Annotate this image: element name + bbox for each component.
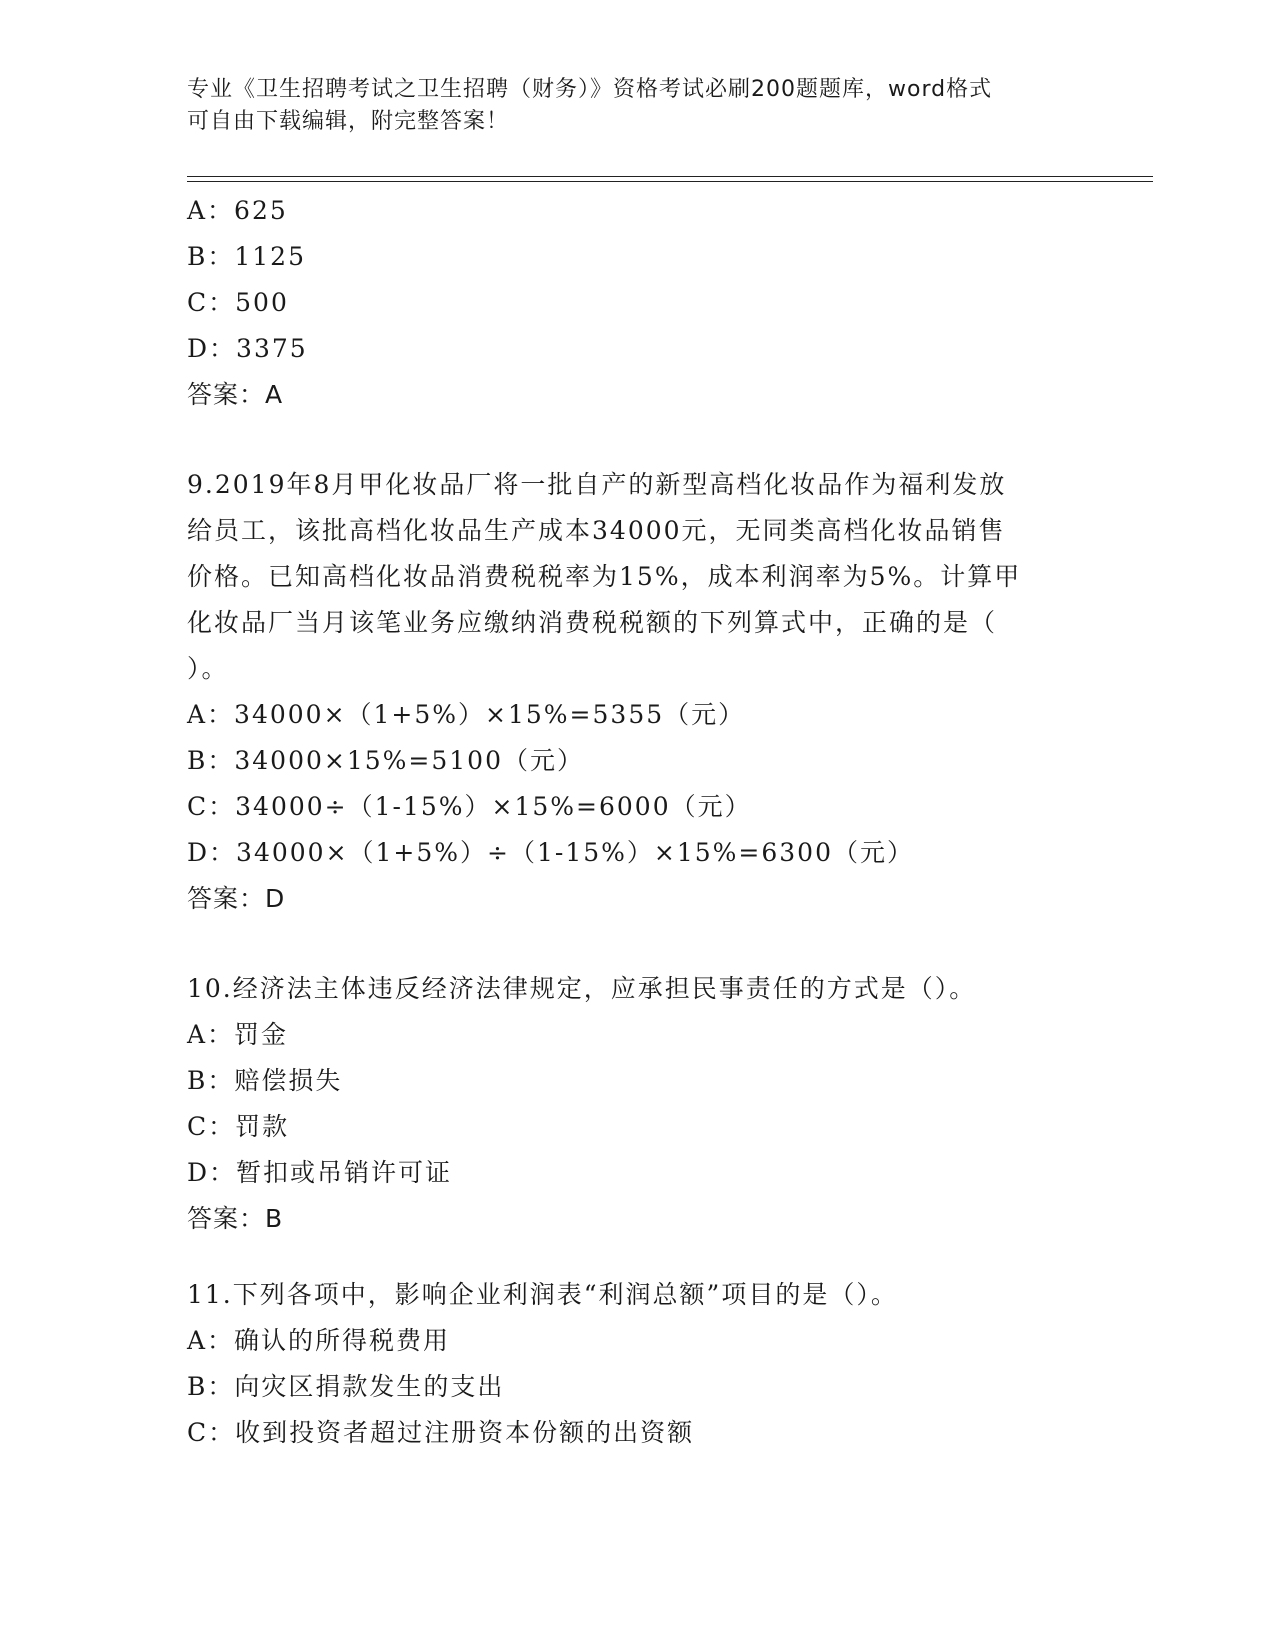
spacer (187, 922, 1087, 966)
header-line-2: 可自由下载编辑，附完整答案！ (187, 109, 510, 134)
question-content (187, 188, 1087, 1456)
header-rule-top (187, 176, 1153, 177)
q10-text: 10.经济法主体违反经济法律规定，应承担民事责任的方式是（）。 (187, 974, 977, 1003)
q9-text-line-2: 给员工，该批高档化妆品生产成本34000元，无同类高档化妆品销售 (187, 516, 1006, 545)
q9-text-line-5: ）。 (187, 654, 229, 683)
header-line-1: 专业《卫生招聘考试之卫生招聘（财务）》资格考试必刷200题题库，word格式 (187, 77, 993, 102)
spacer (187, 1242, 1087, 1272)
document-header (187, 74, 1067, 138)
question-11-block (187, 1272, 1087, 1456)
q8-answer: 答案：A (187, 380, 284, 409)
q8-option-a: A：625 (187, 196, 288, 225)
q9-text-line-1: 9.2019年8月甲化妆品厂将一批自产的新型高档化妆品作为福利发放 (187, 470, 1007, 499)
q8-option-d: D：3375 (187, 334, 308, 363)
q9-text-line-3: 价格。已知高档化妆品消费税税率为15%，成本利润率为5%。计算甲 (187, 562, 1022, 591)
q9-option-c: C：34000÷（1-15%）×15%=6000（元） (187, 792, 752, 821)
q9-answer: 答案：D (187, 884, 286, 913)
spacer (187, 418, 1087, 462)
header-rule-bottom (187, 181, 1153, 182)
q11-option-c: C：收到投资者超过注册资本份额的出资额 (187, 1418, 695, 1447)
question-8-block (187, 188, 1087, 418)
question-9-block (187, 462, 1087, 922)
q9-option-a: A：34000×（1+5%）×15%=5355（元） (187, 700, 746, 729)
q10-option-d: D：暂扣或吊销许可证 (187, 1158, 453, 1187)
q10-option-b: B：赔偿损失 (187, 1066, 343, 1095)
question-10-block (187, 966, 1087, 1242)
q11-option-a: A：确认的所得税费用 (187, 1326, 451, 1355)
q9-text-line-4: 化妆品厂当月该笔业务应缴纳消费税税额的下列算式中，正确的是（ (187, 608, 998, 637)
q8-option-b: B：1125 (187, 242, 306, 271)
q9-option-d: D：34000×（1+5%）÷（1-15%）×15%=6300（元） (187, 838, 914, 867)
q10-option-c: C：罚款 (187, 1112, 290, 1141)
q10-option-a: A：罚金 (187, 1020, 289, 1049)
q11-text: 11.下列各项中，影响企业利润表“利润总额”项目的是（）。 (187, 1280, 898, 1309)
q11-option-b: B：向灾区捐款发生的支出 (187, 1372, 505, 1401)
q9-option-b: B：34000×15%=5100（元） (187, 746, 584, 775)
q8-option-c: C：500 (187, 288, 289, 317)
q10-answer: 答案：B (187, 1204, 284, 1233)
